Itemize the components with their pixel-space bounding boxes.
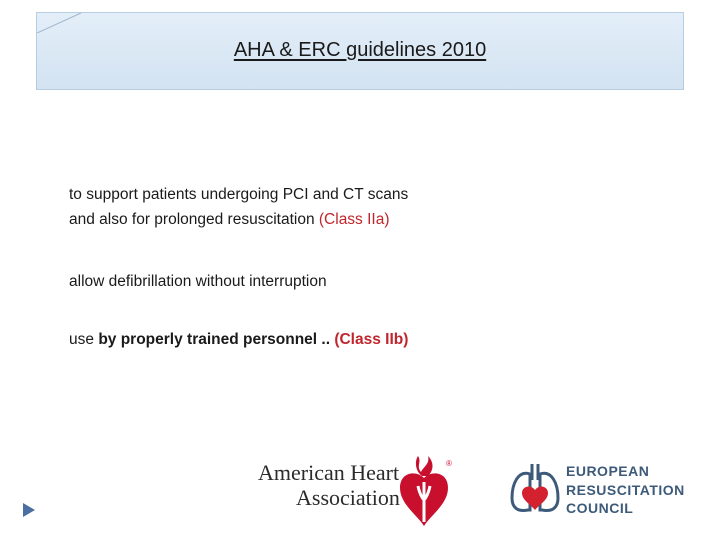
aha-heart-torch-icon xyxy=(394,452,458,530)
body-line-1 xyxy=(69,182,408,207)
erc-lungs-heart-icon xyxy=(508,460,562,516)
title-box xyxy=(36,12,684,90)
erc-line3: COUNCIL xyxy=(566,500,634,516)
erc-line1: EUROPEAN xyxy=(566,463,650,479)
erc-logo-text xyxy=(566,462,685,518)
next-slide-arrow-icon[interactable] xyxy=(22,502,36,518)
aha-name-line1: American Heart xyxy=(258,460,400,485)
body-line-2 xyxy=(69,207,390,232)
class-iia-label: (Class IIa) xyxy=(318,211,390,228)
aha-logo-text xyxy=(258,460,400,510)
aha-logo xyxy=(258,452,458,532)
line4-text: by properly trained personnel .. xyxy=(98,331,335,348)
line2-text: and also for prolonged resuscitation xyxy=(69,211,319,228)
decorative-corner-line xyxy=(37,13,83,33)
line1-text: to support patients undergoing PCI and CT scans xyxy=(69,186,409,203)
body-line-3 xyxy=(69,269,327,294)
slide-title: AHA & ERC guidelines 2010 xyxy=(233,39,487,61)
line4-prefix: use xyxy=(69,331,99,348)
registered-mark: ® xyxy=(446,459,452,468)
erc-logo xyxy=(508,460,698,520)
line3-text: allow defibrillation without interruption xyxy=(69,273,327,290)
aha-name-line2: Association xyxy=(296,485,400,510)
body-line-4 xyxy=(69,327,408,352)
class-iib-label: (Class IIb) xyxy=(334,331,409,348)
erc-line2: RESUSCITATION xyxy=(566,481,685,498)
